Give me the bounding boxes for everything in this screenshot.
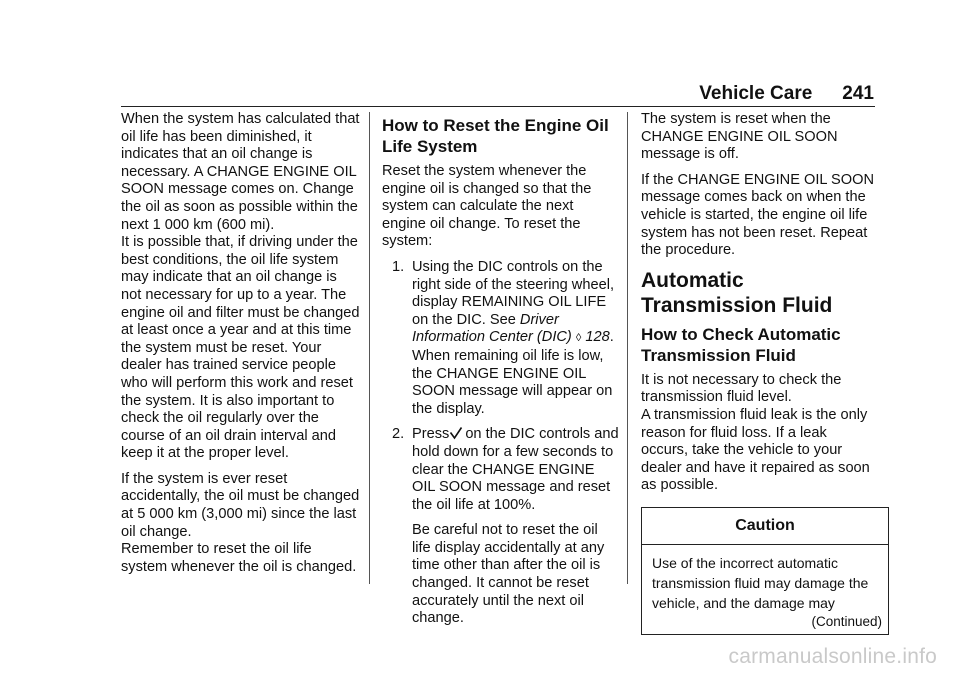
- step-text: When remaining oil life is low, the CHANGE ENGINE OIL SOON message will appear on the display.: [412, 347, 613, 417]
- column-2: [382, 111, 620, 636]
- caution-text: Use of the incorrect automatic transmission fluid may damage the vehicle, and the damage may: [652, 554, 869, 611]
- paragraph: When the system has calculated that oil life has been diminished, it indicates that an oil change is necessary. A CHANGE ENGINE OIL SOON message comes on. Change the oil as soon as possible within the next 1 000 km (600 mi).: [121, 111, 360, 233]
- page-number: 241: [842, 83, 874, 104]
- paragraph: If the system is ever reset accidentally, the oil must be changed at 5 000 km (3,000 mi) since the last oil change.: [121, 470, 360, 540]
- paragraph: A transmission fluid leak is the only reason for fluid loss. If a leak occurs, take the vehicle to your dealer and have it repaired as soon as possible.: [641, 406, 870, 494]
- paragraph: It is possible that, if driving under the best conditions, the oil life system may indicate that an oil change is not necessary for up to a year. The engine oil and filter must be changed at least once a year and at this time the system must be reset. Your dealer has trained service people who will perform this work and reset the system. It is also important to check the oil regularly over the course of an oil drain interval and keep it at the proper level.: [121, 234, 360, 462]
- chapter-heading: Automatic Transmission Fluid: [641, 268, 833, 317]
- checkmark-icon: [449, 426, 463, 440]
- paragraph: The system is reset when the CHANGE ENGINE OIL SOON message is off.: [641, 111, 838, 163]
- column-divider-2: [627, 112, 628, 584]
- step-number: 1.: [392, 258, 405, 275]
- paragraph: If the CHANGE ENGINE OIL SOON message comes back on when the vehicle is started, the engine oil life system has not been reset. Repeat the procedure.: [641, 171, 875, 259]
- section-title: Vehicle Care: [699, 83, 813, 104]
- column-1: [121, 111, 361, 584]
- section-heading: How to Reset the Engine Oil Life System: [382, 116, 609, 156]
- list-item: [382, 426, 620, 628]
- page-ref-icon: ◊: [575, 332, 582, 345]
- paragraph: Remember to reset the oil life system whenever the oil is changed.: [121, 541, 357, 575]
- steps-list: [382, 259, 620, 628]
- column-divider-1: [369, 112, 370, 584]
- continued-label: (Continued): [811, 613, 882, 629]
- caution-box: [641, 507, 889, 635]
- caution-title: Caution: [642, 508, 888, 545]
- section-heading: How to Check Automatic Transmission Fluid: [641, 324, 841, 365]
- column-3: [641, 111, 882, 635]
- step-text: Be careful not to reset the oil life display accidentally at any time other than after the oil is changed. It cannot be reset accurately until the next oil change.: [412, 522, 605, 627]
- page-ref-number[interactable]: 128: [585, 329, 610, 346]
- step-number: 2.: [392, 426, 405, 443]
- list-item: [382, 259, 620, 418]
- paragraph: It is not necessary to check the transmission fluid level.: [641, 371, 842, 406]
- step-text: Using the DIC controls on the right side of the steering wheel, display REMAINING OIL LIFE on the DIC. See Driver Information Center (DIC) ◊ 128.: [412, 258, 614, 346]
- page-header: [0, 82, 874, 106]
- header-rule: [121, 106, 875, 107]
- paragraph: Reset the system whenever the engine oil is changed so that the system can calculate the next engine oil change. To reset the system:: [382, 163, 592, 250]
- step-text: Press on the DIC controls and hold down for a few seconds to clear the CHANGE ENGINE OIL SOON message and reset the oil life at 100%.: [412, 426, 619, 513]
- cross-reference-link[interactable]: Driver Information Center (DIC): [412, 311, 572, 346]
- watermark: carmanualsonline.info: [728, 645, 937, 668]
